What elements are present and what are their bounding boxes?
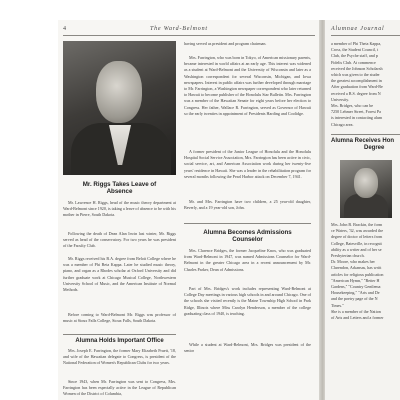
right-column-line: Times." [331,302,344,308]
right-column-line: Club, the Psyche staff, and p [331,53,378,59]
article-admissions-rule [184,223,311,224]
running-title-left: The Ward-Belmont [150,26,208,32]
right-column-line: received a B.S. degree from N [331,90,381,96]
article-office-cont-p1: having served as president and program chairman. [184,41,267,46]
page-number: 4 [63,26,67,32]
right-column-line: Dr. Moore, who makes her [331,259,375,265]
right-column-line: "American Hymn," "Better H [331,277,380,283]
right-column-line: Fidelis Club. At commence [331,59,376,65]
right-column-line: Chicago area. [331,121,354,127]
article-office-rule [63,334,176,335]
right-column-line: which was given to the studer [331,72,380,78]
article-office-cont-p3: A former president of the Junior League of Honolulu and the Honolulu Hospital Social Service Association, Mrs. Farrington has been active in civic, social service, art, and American Association work during her twenty-five years' residence in Hawaii. She was a leader in the rehabilitation program for several months following the Pearl Harbor attack on December 7, 1941. [184,149,311,179]
article-riggs-p3: Mr. Riggs received his B.A. degree from Beloit College where he was a member of Phi Beta Kappa. Later he studied music theory, piano, and organ as a Rhodes scholar at Oxford University and did further graduate work at Chicago Musical College, Northwestern University School of Music, and the American Institute of Normal Methods. [63,256,176,293]
article-office-p2: Since 1943, when Mr. Farrington was sent to Congress, Mrs. Farrington has been especially active in the League of Republican Women of the District of Columbia, [63,379,176,397]
article-riggs-title-line1: Mr. Riggs Takes Leave of [82,181,157,188]
right-column-line: She is a member of the Nation [331,308,381,314]
right-column-line: Gardens," "Country Gentlema [331,284,381,290]
article-riggs-p2: Following the death of Dean Alan Irwin last winter, Mr. Riggs served as head of the conservatory. For two years he was president of the Faculty Club. [63,231,176,249]
article-honor-title [331,138,400,152]
article-riggs-title-line2: Absence [106,188,133,196]
article-office-title: Alumna Holds Important Office [75,338,164,344]
right-column-line: ce Waters, '32, was awarded the [331,228,384,234]
article-office-cont-p2: Mrs. Farrington, who was born in Tokyo, of American missionary parents, became interested in world affairs at an early age. This interest was widened as a student at Ward-Belmont and the University of Wisconsin and later as a Washington correspondent for several Wisconsin, Michigan, and Iowa newspapers. Interest in public affairs was further developed through marriage to Mr. Farrington, a Washington newspaper correspondent who later returned to Hawaii to become publisher of the Honolulu Star Bulletin. Mrs. Farrington was a member of the Hawaiian Senate for eight years before her election to Congress. Her father, Wallace R. Farrington, served as Governor of Hawaii so the early twenties in appointment of Presidents Harding and Coolidge. [184,55,311,116]
running-title-right: Alumnae Journal [331,26,385,32]
right-column-line: the greatest accomplishment in [331,78,382,84]
right-column-line: University. [331,96,350,102]
right-column-line: Clarendon, Arkansas, has writt [331,265,382,271]
right-column-line: Housekeeping," "Arts and De [331,290,380,296]
article-admissions-p2: Part of Mrs. Bridges's work includes representing Ward-Belmont at College Day meetings in various high schools in and around Chicago. One of the schools she visited recently is the Maine Township High School in Park Ridge, Illinois where Miss Carolyn Henderson, a member of the college graduating class of 1940, is teaching. [184,286,311,316]
right-column-line: College, Batesville, in recognit [331,240,382,246]
right-column-line: Cross, the Student Council, t [331,47,379,53]
right-column-line: degree of doctor of letters from [331,234,383,240]
right-column-line: Presbyterian church. [331,253,365,259]
right-column-line: articles for religious publication [331,271,384,277]
article-admissions-title-line2: Counselor [232,236,263,244]
right-column-line: 7250 Lehmer Street, Forest Pa [331,109,381,115]
portrait-photo [63,41,176,175]
article-honor-rule [331,134,400,135]
article-office-p1: Mrs. Joseph E. Farrington, the former Mary Elizabeth Pruett, '18, and wife of the Hawaiian delegate to Congress, is president of the National Federation of Women's Republican Clubs for two years. [63,348,176,366]
header-rule-right [331,35,400,36]
right-column-line: received the Johnson Scholarsh [331,65,383,71]
right-column-line: ability as a writer and of her se [331,246,382,252]
right-column-line: Mrs. John B. Brackin, the form [331,222,383,227]
article-riggs-p1: Mr. Lawrence H. Riggs, head of the music theory department at Ward-Belmont since 1920, is taking a leave of absence to be with his mother in Pierre, South Dakota. [63,200,176,218]
article-admissions-p1: Mrs. Clarence Bridges, the former Jacqueline Knox, who was graduated from Ward-Belmont in 1947, was named Admissions Counselor for Ward-Belmont in the greater Chicago area in a recent announcement by Mr. Charles Parker, Dean of Admissions. [184,248,311,272]
honoree-photo [340,160,392,218]
right-column-line: After graduation from Ward-Be [331,84,383,90]
right-column-top-text [331,41,400,131]
article-office-cont-p4: Mr. and Mrs. Farrington have two children, a 25 year-old daughter, Beverly, and a 19 year-old son, John. [184,199,311,211]
article-riggs-p4: Before coming to Ward-Belmont Mr. Riggs was professor of music at Sioux Falls College, Sioux Falls, South Dakota. [63,312,176,324]
article-honor-title-line1: Alumna Receives Hon [331,138,395,144]
article-admissions-title [184,229,311,243]
right-column-line: Mrs. Bridges, who can be [331,103,374,109]
right-column-bottom-text [331,222,400,397]
article-admissions-p3: While a student at Ward-Belmont, Mrs. Bridges was president of the senior [184,342,311,354]
right-column-line: and the poetry page of the N [331,296,378,302]
article-riggs-title [63,181,176,195]
header-rule-left [63,35,315,36]
article-honor-title-line2: Degree [364,144,385,151]
right-column-line: of Arts and Letters and a former [331,315,384,321]
right-column-line: a member of Phi Theta Kappa, [331,41,382,46]
article-admissions-title-line1: Alumna Becomes Admissions [203,229,292,236]
right-column-line: is interested in contacting alum [331,115,383,121]
